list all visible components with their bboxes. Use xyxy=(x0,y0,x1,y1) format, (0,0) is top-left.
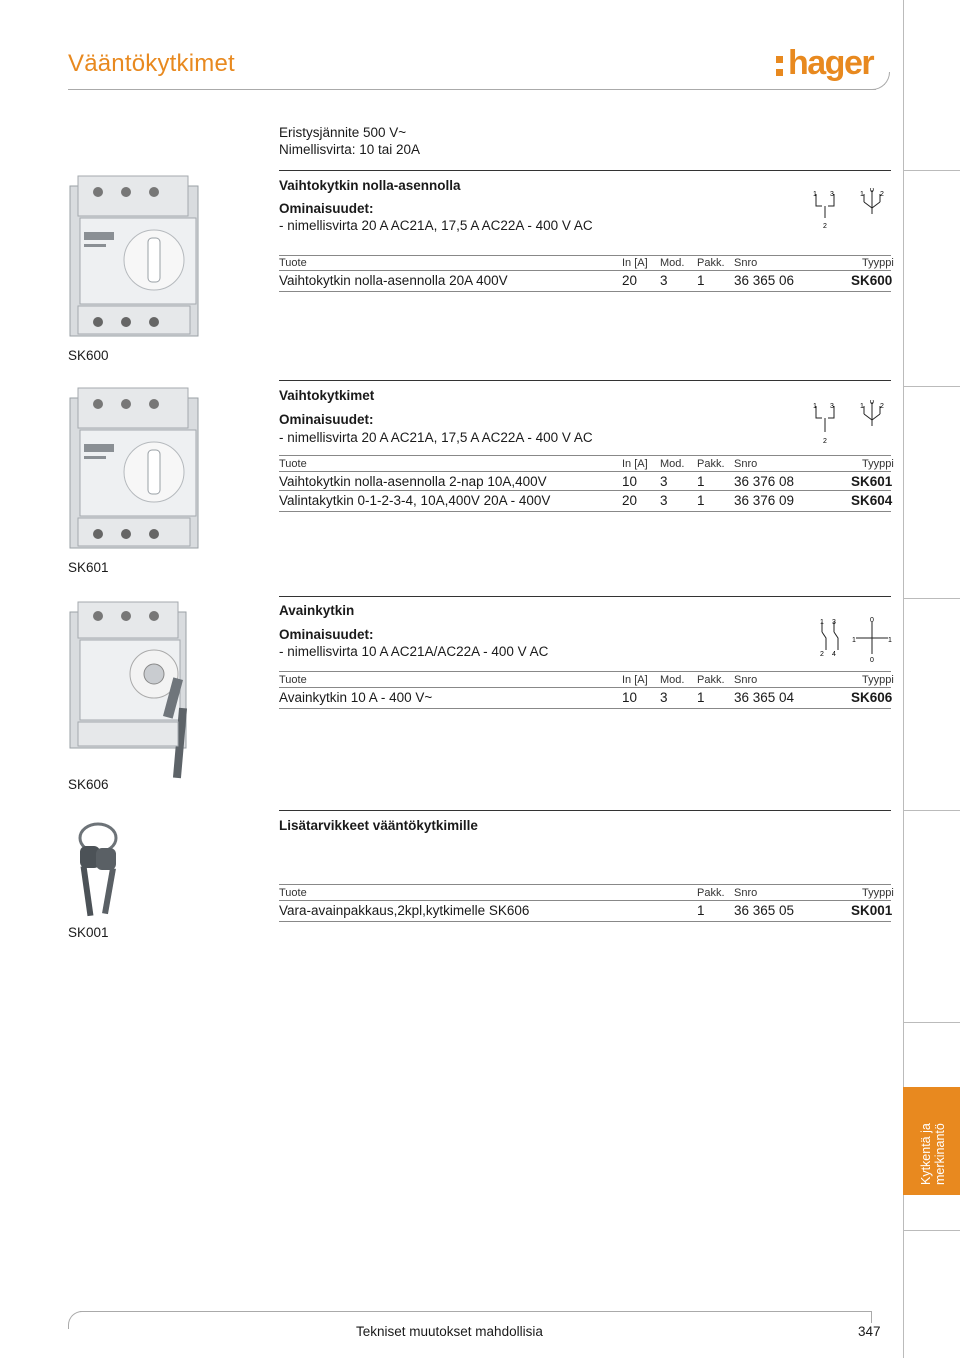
section-title: Vaihtokytkimet xyxy=(279,388,375,403)
cell-pakk: 1 xyxy=(697,903,705,918)
intro-rated-current: Nimellisvirta: 10 tai 20A xyxy=(279,142,421,157)
property-item: - nimellisvirta 20 A AC21A, 17,5 A AC22A - 400 V AC xyxy=(279,430,593,445)
cell-in: 20 xyxy=(622,493,638,508)
col-header-mod: Mod. xyxy=(660,674,685,686)
table-row-rule xyxy=(279,511,891,512)
svg-text:2: 2 xyxy=(880,403,884,410)
cell-tuote: Valintakytkin 0-1-2-3-4, 10A,400V 20A - 400V xyxy=(279,493,551,508)
cell-in: 10 xyxy=(622,474,638,489)
properties-label: Ominaisuudet: xyxy=(279,412,374,427)
cell-mod: 3 xyxy=(660,690,668,705)
hager-logo xyxy=(776,44,876,84)
col-header-tyyppi: Tyyppi xyxy=(862,257,894,269)
cell-tyyppi: SK600 xyxy=(851,273,893,288)
table-row-rule xyxy=(279,687,891,688)
table-row-rule xyxy=(279,471,891,472)
col-header-pakk: Pakk. xyxy=(697,674,725,686)
cell-tuote: Vara-avainpakkaus,2kpl,kytkimelle SK606 xyxy=(279,903,530,918)
svg-text:0: 0 xyxy=(870,657,874,662)
table-header-rule xyxy=(279,455,891,456)
col-header-mod: Mod. xyxy=(660,257,685,269)
footer-rule xyxy=(80,1311,872,1312)
table-row-rule xyxy=(279,708,891,709)
cell-mod: 3 xyxy=(660,493,668,508)
product-image-sk600 xyxy=(68,172,206,338)
product-image-sk601 xyxy=(68,384,206,550)
cell-mod: 3 xyxy=(660,474,668,489)
col-header-in: In [A] xyxy=(622,257,648,269)
cell-pakk: 1 xyxy=(697,493,705,508)
property-item: - nimellisvirta 10 A AC21A/AC22A - 400 V AC xyxy=(279,644,549,659)
svg-text:4: 4 xyxy=(832,651,836,658)
svg-text:0: 0 xyxy=(870,188,874,194)
svg-text:1: 1 xyxy=(813,403,817,410)
intro-insulation-voltage: Eristysjännite 500 V~ xyxy=(279,125,407,140)
cell-tyyppi: SK601 xyxy=(851,474,893,489)
wiring-schema-icon xyxy=(812,188,892,232)
properties-label: Ominaisuudet: xyxy=(279,627,374,642)
svg-text:0: 0 xyxy=(870,400,874,406)
section-rule xyxy=(279,810,891,811)
property-item: - nimellisvirta 20 A AC21A, 17,5 A AC22A - 400 V AC xyxy=(279,218,593,233)
col-header-tuote: Tuote xyxy=(279,887,307,899)
table-row-rule xyxy=(279,270,891,271)
cell-in: 20 xyxy=(622,273,638,288)
section-title: Vaihtokytkin nolla-asennolla xyxy=(279,178,461,193)
col-header-snro: Snro xyxy=(734,887,758,899)
page-title: Vääntökytkimet xyxy=(68,50,235,77)
wiring-schema-icon xyxy=(812,616,892,662)
col-header-tyyppi: Tyyppi xyxy=(862,887,894,899)
col-header-in: In [A] xyxy=(622,458,648,470)
intro-specs xyxy=(279,124,420,158)
product-image-sk606 xyxy=(68,598,208,788)
cell-tuote: Vaihtokytkin nolla-asennolla 2-nap 10A,400V xyxy=(279,474,547,489)
svg-text:1: 1 xyxy=(860,191,864,198)
svg-text:3: 3 xyxy=(830,191,834,198)
properties-label: Ominaisuudet: xyxy=(279,201,374,216)
footer-note: Tekniset muutokset mahdollisia xyxy=(356,1324,543,1339)
col-header-tuote: Tuote xyxy=(279,674,307,686)
svg-text:2: 2 xyxy=(823,438,827,445)
col-header-pakk: Pakk. xyxy=(697,257,725,269)
col-header-pakk: Pakk. xyxy=(697,887,725,899)
table-row-rule xyxy=(279,921,891,922)
svg-text:1: 1 xyxy=(820,619,824,626)
footer-rule-curve xyxy=(68,1311,82,1329)
image-caption: SK001 xyxy=(68,925,109,940)
svg-text:1: 1 xyxy=(888,637,892,644)
cell-tyyppi: SK606 xyxy=(851,690,893,705)
cell-snro: 36 376 09 xyxy=(734,493,795,508)
col-header-snro: Snro xyxy=(734,257,758,269)
section-title: Avainkytkin xyxy=(279,603,355,618)
section-rule xyxy=(279,170,891,171)
cell-tuote: Avainkytkin 10 A - 400 V~ xyxy=(279,690,433,705)
svg-text:0: 0 xyxy=(870,617,874,624)
cell-tyyppi: SK001 xyxy=(851,903,893,918)
cell-snro: 36 365 05 xyxy=(734,903,795,918)
logo-text: hager xyxy=(788,44,874,82)
cell-pakk: 1 xyxy=(697,273,705,288)
cell-tyyppi: SK604 xyxy=(851,493,893,508)
cell-tuote: Vaihtokytkin nolla-asennolla 20A 400V xyxy=(279,273,508,288)
section-rule xyxy=(279,596,891,597)
image-caption: SK601 xyxy=(68,560,109,575)
col-header-mod: Mod. xyxy=(660,458,685,470)
image-caption: SK600 xyxy=(68,348,109,363)
col-header-snro: Snro xyxy=(734,674,758,686)
svg-text:2: 2 xyxy=(823,223,827,230)
schema-label: 1 xyxy=(813,191,817,198)
cell-in: 10 xyxy=(622,690,638,705)
image-caption: SK606 xyxy=(68,777,109,792)
table-row-rule xyxy=(279,291,891,292)
section-tab[interactable] xyxy=(903,1087,960,1195)
svg-text:2: 2 xyxy=(880,191,884,198)
table-row-rule xyxy=(279,490,891,491)
svg-text:1: 1 xyxy=(852,637,856,644)
footer-rule-tick xyxy=(871,1311,872,1323)
cell-snro: 36 376 08 xyxy=(734,474,795,489)
col-header-tyyppi: Tyyppi xyxy=(862,674,894,686)
title-rule xyxy=(68,89,876,90)
section-tab-label: Kytkentä ja merkinantö xyxy=(919,1123,947,1185)
col-header-pakk: Pakk. xyxy=(697,458,725,470)
svg-text:3: 3 xyxy=(832,619,836,626)
table-header-rule xyxy=(279,671,891,672)
svg-text:2: 2 xyxy=(820,651,824,658)
col-header-tyyppi: Tyyppi xyxy=(862,458,894,470)
svg-text:3: 3 xyxy=(830,403,834,410)
table-header-rule xyxy=(279,884,891,885)
col-header-in: In [A] xyxy=(622,674,648,686)
section-rule xyxy=(279,380,891,381)
svg-text:1: 1 xyxy=(860,403,864,410)
cell-snro: 36 365 04 xyxy=(734,690,795,705)
table-header-rule xyxy=(279,255,891,256)
cell-snro: 36 365 06 xyxy=(734,273,795,288)
product-image-sk001 xyxy=(66,818,138,922)
col-header-tuote: Tuote xyxy=(279,257,307,269)
section-title: Lisätarvikkeet vääntökytkimille xyxy=(279,818,478,833)
page-number: 347 xyxy=(858,1324,881,1339)
table-row-rule xyxy=(279,900,891,901)
cell-mod: 3 xyxy=(660,273,668,288)
cell-pakk: 1 xyxy=(697,690,705,705)
col-header-snro: Snro xyxy=(734,458,758,470)
col-header-tuote: Tuote xyxy=(279,458,307,470)
wiring-schema-icon xyxy=(812,400,892,446)
logo-dots-icon xyxy=(776,56,788,78)
cell-pakk: 1 xyxy=(697,474,705,489)
